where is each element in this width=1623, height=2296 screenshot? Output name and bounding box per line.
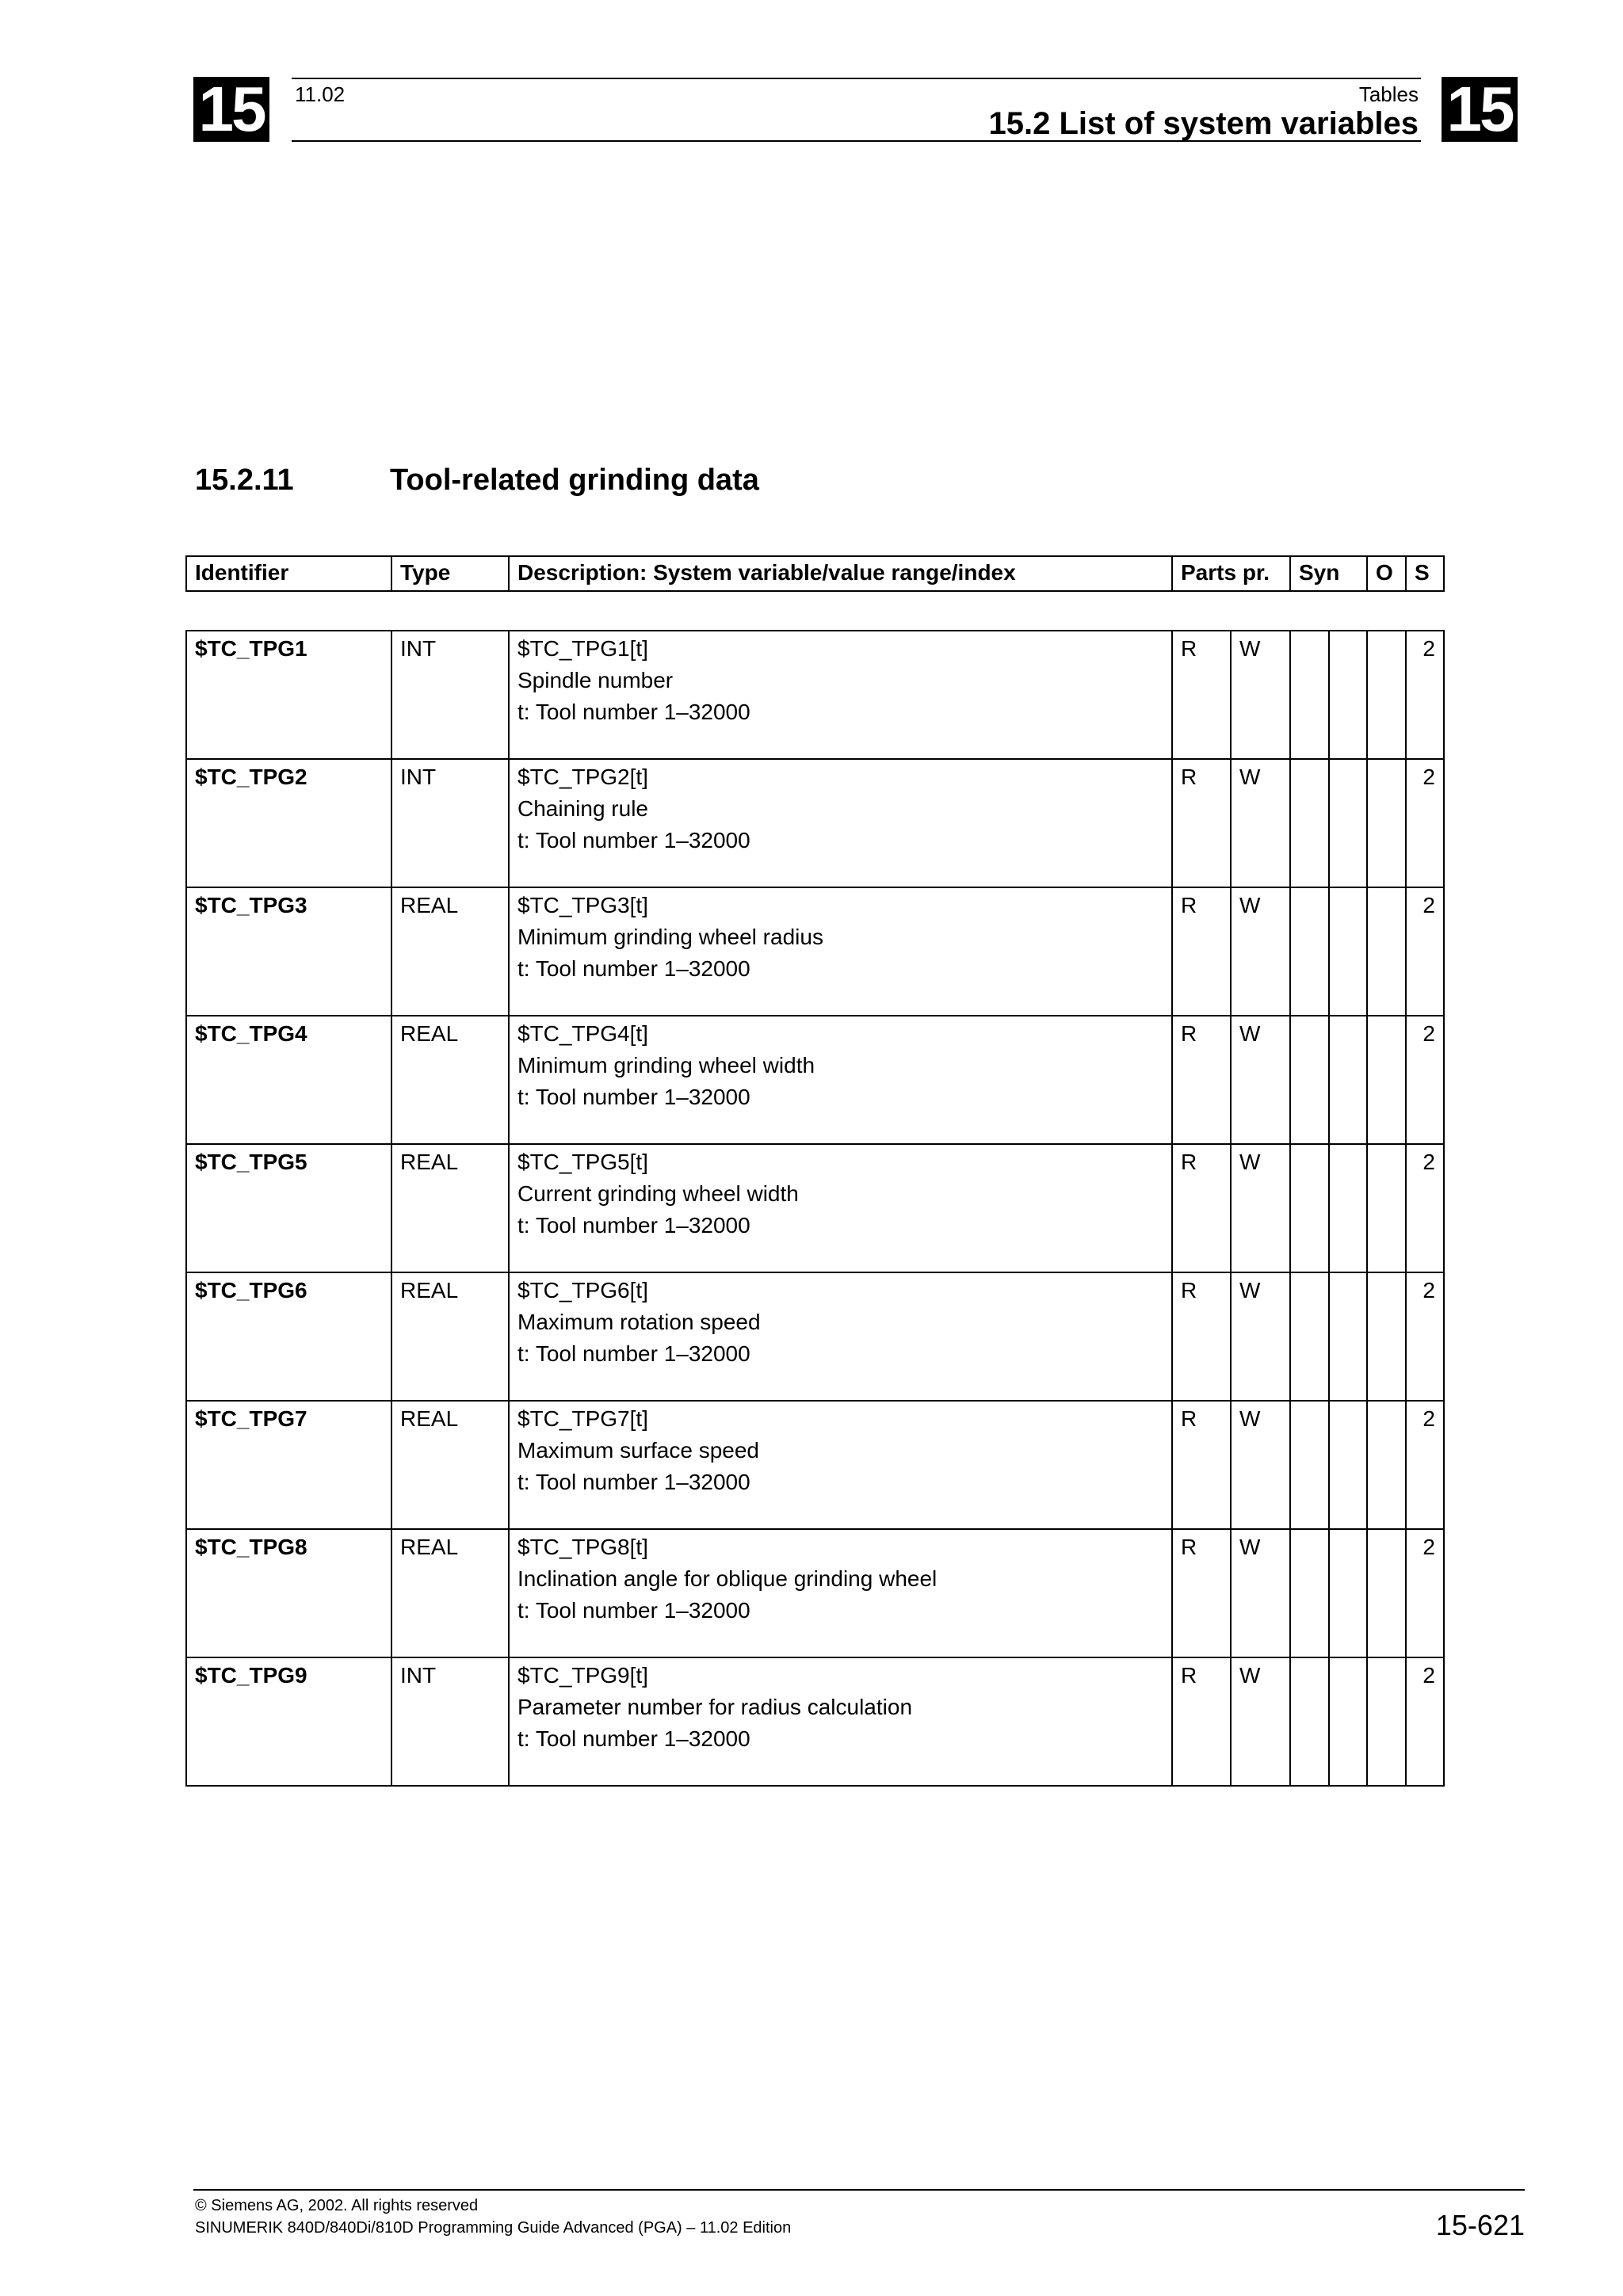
- chapter-number-badge-left: 15: [193, 77, 269, 142]
- header-chapter-name: Tables: [1358, 82, 1419, 106]
- header-rule-top: [292, 78, 1421, 79]
- section-number: 15.2.11: [195, 463, 294, 497]
- description-line-index: t: Tool number 1–32000: [517, 1726, 750, 1751]
- cell-write: W: [1231, 1016, 1290, 1144]
- cell-write: W: [1231, 1529, 1290, 1657]
- cell-s: 2: [1406, 1272, 1444, 1401]
- cell-o: [1367, 887, 1406, 1016]
- header-type: Type: [391, 556, 509, 591]
- cell-read: R: [1172, 1144, 1231, 1272]
- cell-description: [509, 1272, 1172, 1401]
- description-line-desc: Parameter number for radius calculation: [517, 1695, 913, 1719]
- description-line-var: $TC_TPG7[t]: [517, 1406, 648, 1431]
- cell-syn-2: [1329, 759, 1367, 887]
- cell-identifier: $TC_TPG9: [186, 1657, 391, 1786]
- cell-read: R: [1172, 1272, 1231, 1401]
- description-line-index: t: Tool number 1–32000: [517, 700, 750, 724]
- cell-write: W: [1231, 1272, 1290, 1401]
- table-row: [186, 759, 1444, 887]
- header-syn: Syn: [1290, 556, 1367, 591]
- footer-rule: [193, 2189, 1525, 2191]
- cell-identifier: $TC_TPG3: [186, 887, 391, 1016]
- cell-description: [509, 759, 1172, 887]
- section-title: Tool-related grinding data: [390, 463, 759, 497]
- description-line-desc: Chaining rule: [517, 796, 648, 821]
- footer-copyright: © Siemens AG, 2002. All rights reserved: [195, 2197, 479, 2214]
- cell-s: 2: [1406, 631, 1444, 759]
- cell-type: INT: [391, 1657, 509, 1786]
- cell-description: [509, 1144, 1172, 1272]
- cell-type: REAL: [391, 1401, 509, 1529]
- header-parts-pr: Parts pr.: [1172, 556, 1290, 591]
- cell-s: 2: [1406, 1144, 1444, 1272]
- variables-table-header: [185, 555, 1445, 592]
- cell-o: [1367, 1272, 1406, 1401]
- header-section-title: 15.2 List of system variables: [988, 106, 1419, 141]
- cell-syn-2: [1329, 887, 1367, 1016]
- cell-o: [1367, 759, 1406, 887]
- header-s: S: [1406, 556, 1444, 591]
- description-line-index: t: Tool number 1–32000: [517, 956, 750, 981]
- table-row: [186, 1272, 1444, 1401]
- description-line-var: $TC_TPG6[t]: [517, 1278, 648, 1302]
- description-line-var: $TC_TPG9[t]: [517, 1663, 648, 1688]
- cell-syn-2: [1329, 631, 1367, 759]
- description-line-index: t: Tool number 1–32000: [517, 1085, 750, 1109]
- description-line-index: t: Tool number 1–32000: [517, 1470, 750, 1494]
- cell-identifier: $TC_TPG2: [186, 759, 391, 887]
- cell-syn-1: [1290, 887, 1329, 1016]
- description-line-desc: Spindle number: [517, 668, 674, 692]
- cell-o: [1367, 1016, 1406, 1144]
- cell-identifier: $TC_TPG5: [186, 1144, 391, 1272]
- description-line-var: $TC_TPG2[t]: [517, 765, 648, 789]
- cell-write: W: [1231, 1657, 1290, 1786]
- description-line-desc: Minimum grinding wheel radius: [517, 925, 823, 949]
- cell-read: R: [1172, 887, 1231, 1016]
- cell-syn-1: [1290, 1529, 1329, 1657]
- description-line-var: $TC_TPG4[t]: [517, 1021, 648, 1046]
- cell-write: W: [1231, 1144, 1290, 1272]
- description-line-var: $TC_TPG5[t]: [517, 1150, 648, 1174]
- table-row: [186, 1016, 1444, 1144]
- table-row: [186, 1144, 1444, 1272]
- table-row: [186, 1401, 1444, 1529]
- description-line-desc: Inclination angle for oblique grinding wheel: [517, 1566, 938, 1591]
- cell-syn-2: [1329, 1272, 1367, 1401]
- table-row: [186, 631, 1444, 759]
- cell-type: INT: [391, 759, 509, 887]
- cell-syn-2: [1329, 1144, 1367, 1272]
- cell-read: R: [1172, 759, 1231, 887]
- cell-write: W: [1231, 887, 1290, 1016]
- header-identifier: Identifier: [186, 556, 391, 591]
- cell-syn-2: [1329, 1529, 1367, 1657]
- description-line-desc: Maximum surface speed: [517, 1438, 760, 1463]
- description-line-desc: Minimum grinding wheel width: [517, 1053, 815, 1077]
- header-edition: 11.02: [295, 82, 346, 106]
- cell-s: 2: [1406, 1401, 1444, 1529]
- description-line-index: t: Tool number 1–32000: [517, 1598, 750, 1623]
- cell-s: 2: [1406, 887, 1444, 1016]
- description-line-desc: Current grinding wheel width: [517, 1181, 799, 1206]
- cell-identifier: $TC_TPG4: [186, 1016, 391, 1144]
- cell-read: R: [1172, 1529, 1231, 1657]
- cell-identifier: $TC_TPG8: [186, 1529, 391, 1657]
- cell-syn-2: [1329, 1016, 1367, 1144]
- cell-type: REAL: [391, 1144, 509, 1272]
- cell-read: R: [1172, 631, 1231, 759]
- cell-syn-1: [1290, 631, 1329, 759]
- cell-o: [1367, 1657, 1406, 1786]
- cell-syn-2: [1329, 1401, 1367, 1529]
- cell-description: [509, 1529, 1172, 1657]
- cell-syn-1: [1290, 1272, 1329, 1401]
- cell-description: [509, 1401, 1172, 1529]
- cell-write: W: [1231, 1401, 1290, 1529]
- description-line-var: $TC_TPG3[t]: [517, 893, 648, 917]
- cell-type: REAL: [391, 887, 509, 1016]
- cell-o: [1367, 1401, 1406, 1529]
- cell-syn-1: [1290, 759, 1329, 887]
- chapter-number-badge-right: 15: [1442, 77, 1518, 142]
- cell-identifier: $TC_TPG1: [186, 631, 391, 759]
- cell-write: W: [1231, 631, 1290, 759]
- description-line-index: t: Tool number 1–32000: [517, 1213, 750, 1238]
- cell-description: [509, 631, 1172, 759]
- cell-read: R: [1172, 1401, 1231, 1529]
- cell-description: [509, 1657, 1172, 1786]
- cell-identifier: $TC_TPG7: [186, 1401, 391, 1529]
- cell-o: [1367, 631, 1406, 759]
- description-line-desc: Maximum rotation speed: [517, 1310, 761, 1334]
- table-row: [186, 1657, 1444, 1786]
- cell-o: [1367, 1144, 1406, 1272]
- table-row: [186, 887, 1444, 1016]
- header-description: Description: System variable/value range/index: [509, 556, 1172, 591]
- cell-syn-1: [1290, 1144, 1329, 1272]
- header-o: O: [1367, 556, 1406, 591]
- cell-identifier: $TC_TPG6: [186, 1272, 391, 1401]
- variables-table: [185, 630, 1445, 1787]
- cell-type: REAL: [391, 1272, 509, 1401]
- cell-syn-1: [1290, 1016, 1329, 1144]
- cell-type: REAL: [391, 1529, 509, 1657]
- description-line-var: $TC_TPG1[t]: [517, 636, 648, 661]
- cell-s: 2: [1406, 759, 1444, 887]
- cell-syn-1: [1290, 1401, 1329, 1529]
- cell-syn-2: [1329, 1657, 1367, 1786]
- description-line-index: t: Tool number 1–32000: [517, 1341, 750, 1366]
- cell-write: W: [1231, 759, 1290, 887]
- cell-s: 2: [1406, 1657, 1444, 1786]
- description-line-index: t: Tool number 1–32000: [517, 828, 750, 852]
- cell-s: 2: [1406, 1529, 1444, 1657]
- cell-read: R: [1172, 1657, 1231, 1786]
- footer-guide-title: SINUMERIK 840D/840Di/810D Programming Guide Advanced (PGA) – 11.02 Edition: [195, 2219, 792, 2237]
- description-line-var: $TC_TPG8[t]: [517, 1535, 648, 1559]
- cell-o: [1367, 1529, 1406, 1657]
- page-number: 15-621: [1435, 2209, 1525, 2241]
- cell-syn-1: [1290, 1657, 1329, 1786]
- table-header-row: [186, 556, 1444, 591]
- cell-type: INT: [391, 631, 509, 759]
- cell-description: [509, 1016, 1172, 1144]
- cell-s: 2: [1406, 1016, 1444, 1144]
- cell-type: REAL: [391, 1016, 509, 1144]
- table-row: [186, 1529, 1444, 1657]
- cell-description: [509, 887, 1172, 1016]
- cell-read: R: [1172, 1016, 1231, 1144]
